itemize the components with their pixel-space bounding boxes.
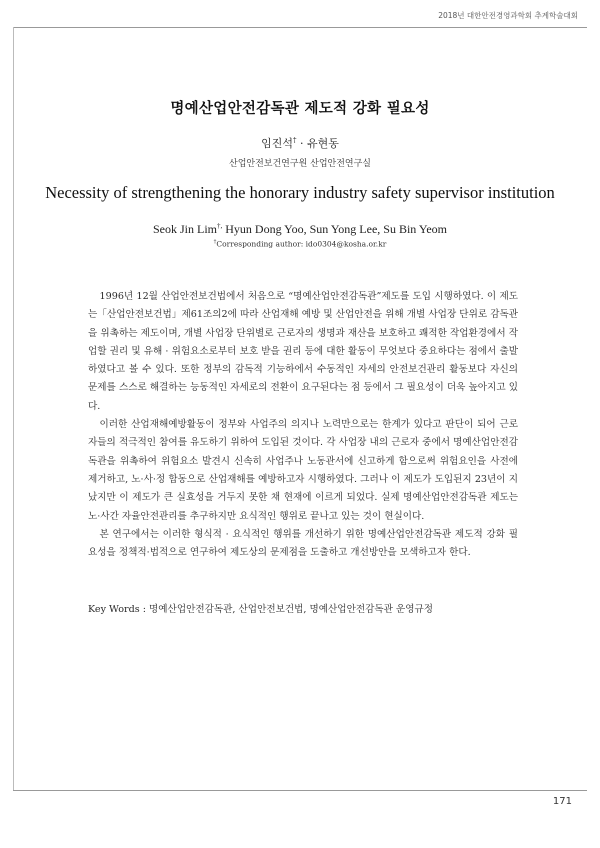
abstract-paragraph-3: 본 연구에서는 이러한 형식적 · 요식적인 행위를 개선하기 위한 명예산업안전감독관 제도적 강화 필요성을 정책적·법적으로 연구하여 제도상의 문제점을 도출하고 개선방안을 모색하고자 한다.: [88, 528, 518, 559]
bottom-rule: [13, 790, 587, 791]
corresponding-dagger: †: [213, 239, 217, 245]
corresponding-email: Corresponding author: ido0304@kosha.or.kr: [216, 239, 387, 249]
author-first-en: Seok Jin Lim: [153, 222, 218, 236]
authors-korean: [0, 135, 600, 151]
abstract-paragraph-2: 이러한 산업재해예방활동이 정부와 사업주의 의지나 노력만으로는 한계가 있다고 판단이 되어 근로자들의 적극적인 참여를 유도하기 위하여 도입된 것이다. 각 사업장 내의 근로자 중에서 명예산업안전감독관을 위촉하여 위험요소 발견시 신속히 사업주나 노동관서에 신고하게 함으로써 위험요인을 사전에 제거하고, 노·사·정 합동으로 산업재해를 예방하고자 시행하였다. 그러나 이 제도가 도입된지 23년이 지났지만 이 제도가 큰 실효성을 거두지 못한 채 현재에 이르게 되었다. 실제 명예산업안전감독관 제도는 노·사간 자율안전관리를 추구하지만 요식적인 행위로 끝나고 있는 것이 현실이다.: [88, 419, 518, 522]
running-header: 2018년 대한안전경영과학회 추계학술대회: [438, 11, 578, 20]
author-second: 유현동: [307, 137, 339, 150]
paper-title-english: Necessity of strengthening the honorary industry safety supervisor institution: [45, 183, 555, 202]
page-number: 171: [552, 796, 572, 807]
authors-english: [0, 222, 600, 237]
abstract-paragraph-1: 1996년 12월 산업안전보건법에서 처음으로 “명예산업안전감독관”제도를 도입 시행하였다. 이 제도는「산업안전보건법」제61조의2에 따라 산업재해 예방 및 산업안전을 위해 개별 사업장 단위로 감독관을 위촉하는 제도이며, 개별 사업장 단위별로 근로자의 생명과 재산을 보호하고 쾌적한 작업환경에서 작업할 권리 및 유해 · 위험요소로부터 보호 받을 권리 등에 대한 활동이 무엇보다 중요하다는 점에서 출발하였다고 볼 수 있다. 또한 정부의 감독적 기능하에서 수동적인 자세의 안전보건관리 활동보다 자신의 문제를 스스로 해결하는 능동적인 자세로의 전환이 요구된다는 점 등에서 그 필요성이 더욱 높아지고 있다.: [88, 291, 518, 412]
author-rest-en: Hyun Dong Yoo, Sun Yong Lee, Su Bin Yeom: [222, 222, 447, 236]
paper-title-korean: 명예산업안전감독관 제도적 강화 필요성: [170, 100, 430, 117]
keywords: Key Words : 명예산업안전감독관, 산업안전보건법, 명예산업안전감독관 운영규정: [88, 604, 434, 615]
corresponding-mark-en: †,: [217, 222, 223, 230]
top-rule: [13, 27, 587, 28]
corresponding-mark: †: [293, 136, 297, 145]
affiliation-korean: 산업안전보건연구원 산업안전연구실: [229, 159, 371, 169]
author-separator: ·: [296, 137, 307, 150]
corresponding-author: [0, 239, 600, 249]
author-first: 임진석: [261, 137, 293, 150]
abstract: [88, 288, 518, 562]
